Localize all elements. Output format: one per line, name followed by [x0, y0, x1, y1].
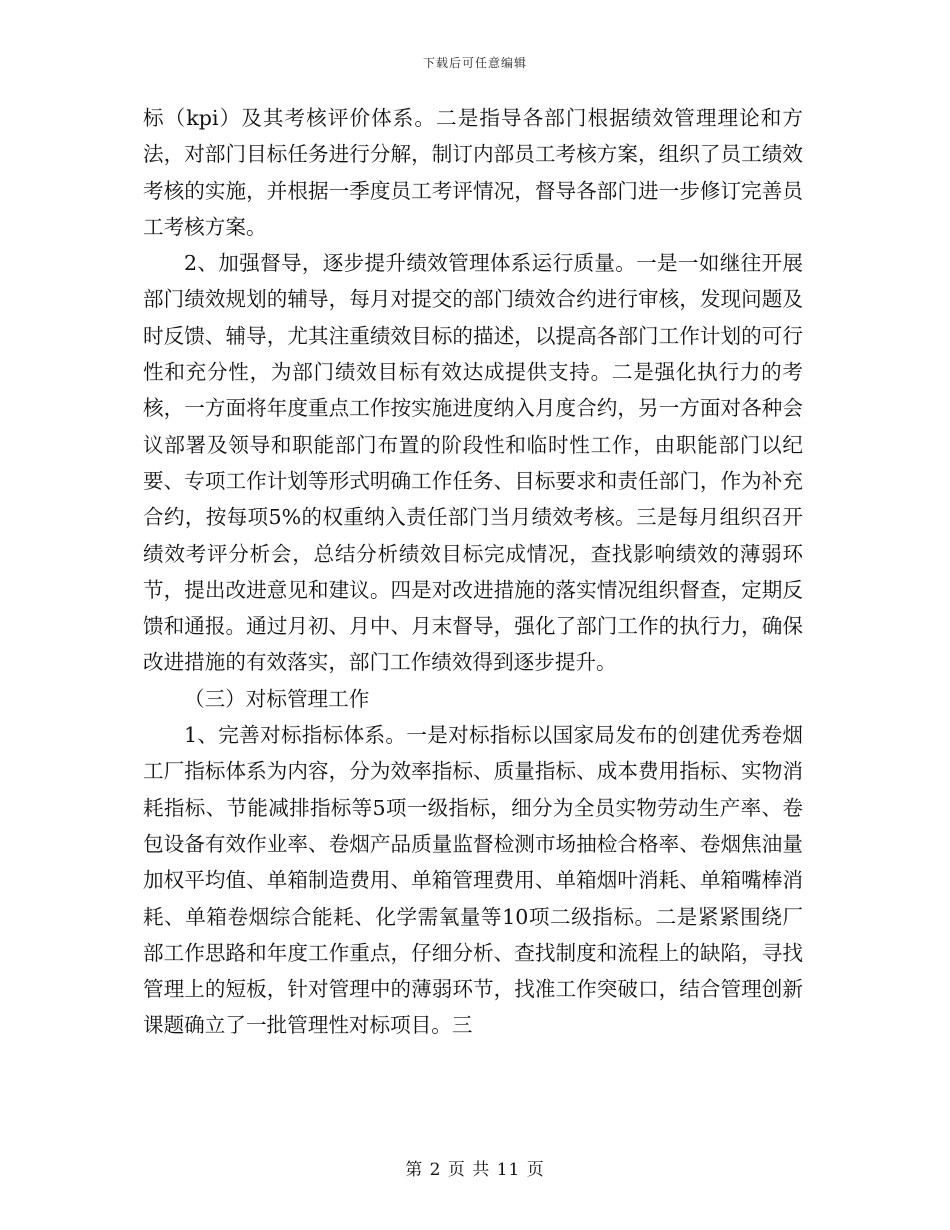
paragraph-supervision: 2、加强督导，逐步提升绩效管理体系运行质量。一是一如继往开展部门绩效规划的辅导，每月对提交的部门绩效合约进行审核，发现问题及时反馈、辅导，尤其注重绩效目标的描述，以提高各部门工作计划的可行性和充分性，为部门绩效目标有效达成提供支持。二是强化执行力的考核，一方面将年度重点工作按实施进度纳入月度合约，另一方面对各种会议部署及领导和职能部门布置的阶段性和临时性工作，由职能部门以纪要、专项工作计划等形式明确工作任务、目标要求和责任部门，作为补充合约，按每项5%的权重纳入责任部门当月绩效考核。三是每月组织召开绩效考评分析会，总结分析绩效目标完成情况，查找影响绩效的薄弱环节，提出改进意见和建议。四是对改进措施的落实情况组织督查，定期反馈和通报。通过月初、月中、月末督导，强化了部门工作的执行力，确保改进措施的有效落实，部门工作绩效得到逐步提升。 — [143, 251, 803, 675]
document-body — [143, 100, 803, 1044]
page-header: 下载后可任意编辑 — [422, 56, 527, 70]
paragraph-benchmark-indicators: 1、完善对标指标体系。一是对标指标以国家局发布的创建优秀卷烟工厂指标体系为内容，分为效率指标、质量指标、成本费用指标、实物消耗指标、节能减排指标等5项一级指标，细分为全员实物劳动生产率、卷包设备有效作业率、卷烟产品质量监督检测市场抽检合格率、卷烟焦油量加权平均值、单箱制造费用、单箱管理费用、单箱烟叶消耗、单箱嘴棒消耗、单箱卷烟综合能耗、化学需氧量等10项二级指标。二是紧紧围绕厂部工作思路和年度工作重点，仔细分析、查找制度和流程上的缺陷，寻找管理上的短板，针对管理中的薄弱环节，找准工作突破口，结合管理创新课题确立了一批管理性对标项目。三 — [143, 723, 803, 1038]
section-heading-benchmarking: （三）对标管理工作 — [184, 686, 370, 711]
page-number-footer: 第 2 页 共 11 页 — [405, 1160, 545, 1180]
paragraph-kpi-continuation: 标（kpi）及其考核评价体系。二是指导各部门根据绩效管理理论和方法，对部门目标任务进行分解，制订内部员工考核方案，组织了员工绩效考核的实施，并根据一季度员工考评情况，督导各部门进一步修订完善员工考核方案。 — [143, 106, 803, 239]
